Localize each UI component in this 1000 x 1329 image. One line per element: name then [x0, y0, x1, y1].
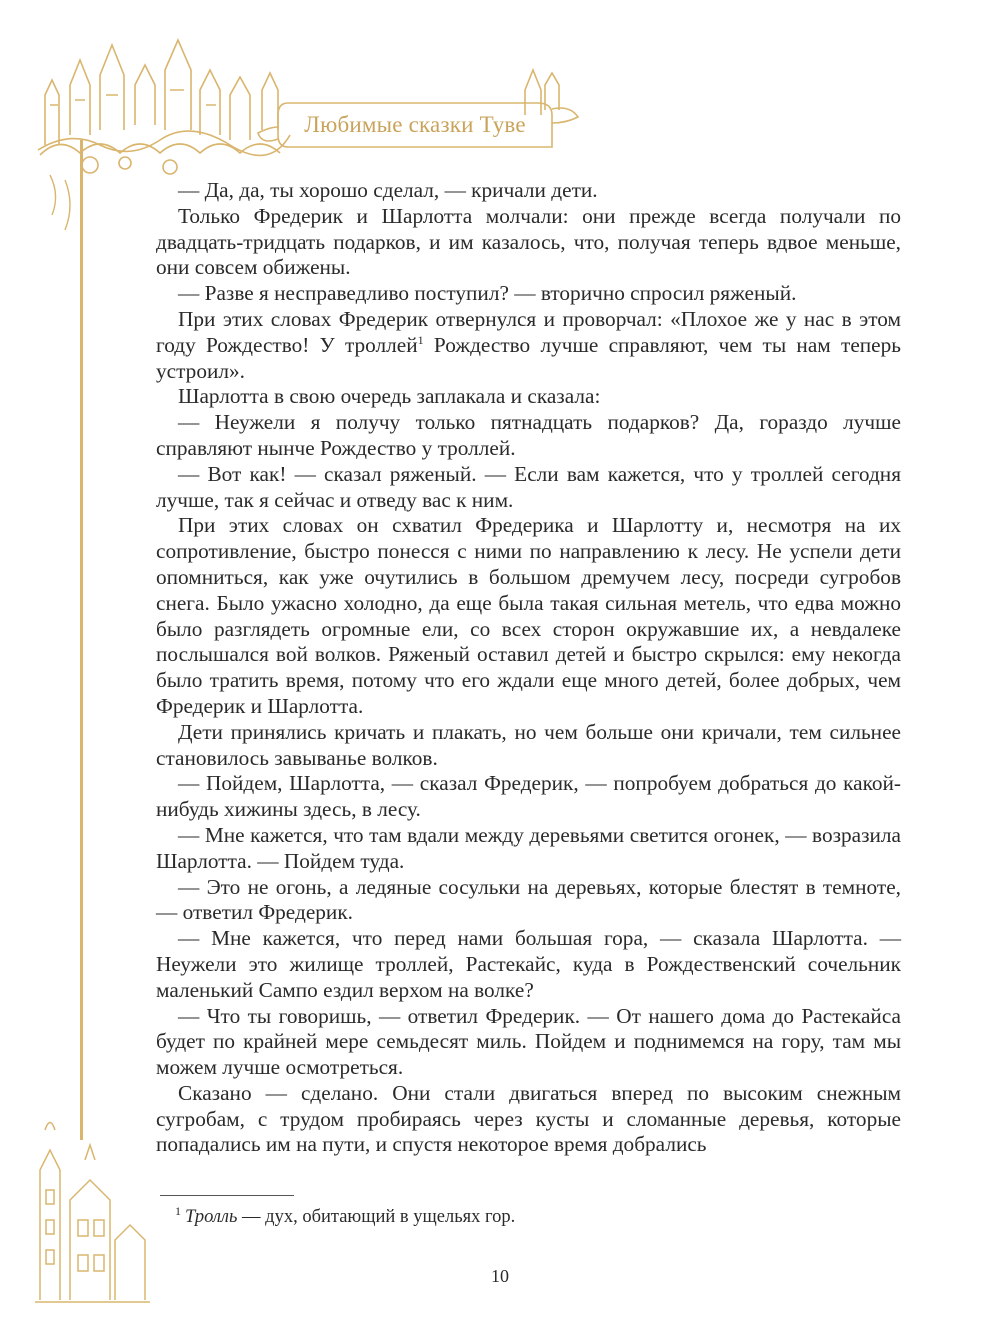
page-number: 10: [491, 1266, 509, 1286]
paragraph: Дети принялись кричать и плакать, но чем больше они кричали, тем сильнее становилось завыванье волков.: [156, 719, 901, 770]
footnote-reference: 1: [417, 332, 424, 347]
paragraph: [156, 307, 901, 384]
paragraph: Сказано — сделано. Они стали двигаться вперед по высоким снежным сугробам, с трудом пробираясь через кусты и сломанные деревья, которые попадались им на пути, и спустя некоторое время добрались: [156, 1080, 901, 1157]
footnote-separator: [160, 1195, 294, 1196]
body-text: [156, 178, 901, 1158]
paragraph: — Мне кажется, что там вдали между деревьями светится огонек, — возразила Шарлотта. — Пойдем туда.: [156, 822, 901, 873]
footnote: [175, 1204, 515, 1228]
paragraph: — Неужели я получу только пятнадцать подарков? Да, гораздо лучше справляют нынче Рождество у троллей.: [156, 410, 901, 460]
paragraph: — Да, да, ты хорошо сделал, — кричали дети.: [178, 178, 598, 202]
paragraph: — Вот как! — сказал ряженый. — Если вам кажется, что у троллей сегодня лучше, так я сейчас и отведу вас к ним.: [156, 461, 901, 512]
paragraph: — Что ты говоришь, — ответил Фредерик. — От нашего дома до Растекайса будет по крайней мере семьдесят миль. Пойдем и поднимемся на гору, там мы можем лучше осмотреться.: [156, 1003, 901, 1080]
paragraph: Шарлотта в свою очередь заплакала и сказала:: [178, 384, 601, 409]
paragraph: — Пойдем, Шарлотта, — сказал Фредерик, — попробуем добраться до какой-нибудь хижины здесь, в лесу.: [156, 771, 901, 822]
paragraph: — Это не огонь, а ледяные сосульки на деревьях, которые блестят в темноте, — ответил Фредерик.: [156, 874, 901, 925]
footnote-marker: 1: [175, 1204, 181, 1218]
paragraph: При этих словах он схватил Фредерика и Шарлотту и, несмотря на их сопротивление, быстро понесся с ними по направлению к лесу. Не успели дети опомниться, как уже очутились в большом дремучем лесу, посреди сугробов снега. Было ужасно холодно, да еще была такая сильная метель, что едва можно было разглядеть огромные ели, со всех сторон окружавшие их, а невдалеке послышался вой волков. Ряженый оставил детей и быстро скрылся: ему некогда было тратить время, потому что его ждали еще много детей, более добрых, чем Фредерик и Шарлотта.: [156, 513, 901, 718]
decorative-border-line: [80, 140, 83, 1140]
footnote-term: Тролль: [185, 1207, 238, 1228]
paragraph-text: При этих словах Фредерик отвернулся и проворчал: «Плохое же у нас в этом году Рождество! У троллей: [156, 306, 901, 357]
paragraph: Только Фредерик и Шарлотта молчали: они прежде всегда получали по двадцать-тридцать подарков, и им казалось, что, получая теперь вдвое меньше, они совсем обижены.: [156, 203, 901, 280]
running-header-title: Любимые сказки Туве: [304, 112, 526, 137]
paragraph: — Мне кажется, что перед нами большая гора, — сказала Шарлотта. — Неужели это жилище троллей, Растекайс, куда в Рождественский сочельник маленький Сампо ездил верхом на волке?: [156, 926, 901, 1002]
paragraph-text: Рождество лучше справляют, чем ты нам теперь устроил».: [156, 332, 901, 383]
footnote-text: — дух, обитающий в ущельях гор.: [237, 1207, 516, 1228]
paragraph: — Разве я несправедливо поступил? — вторично спросил ряженый.: [178, 281, 797, 306]
